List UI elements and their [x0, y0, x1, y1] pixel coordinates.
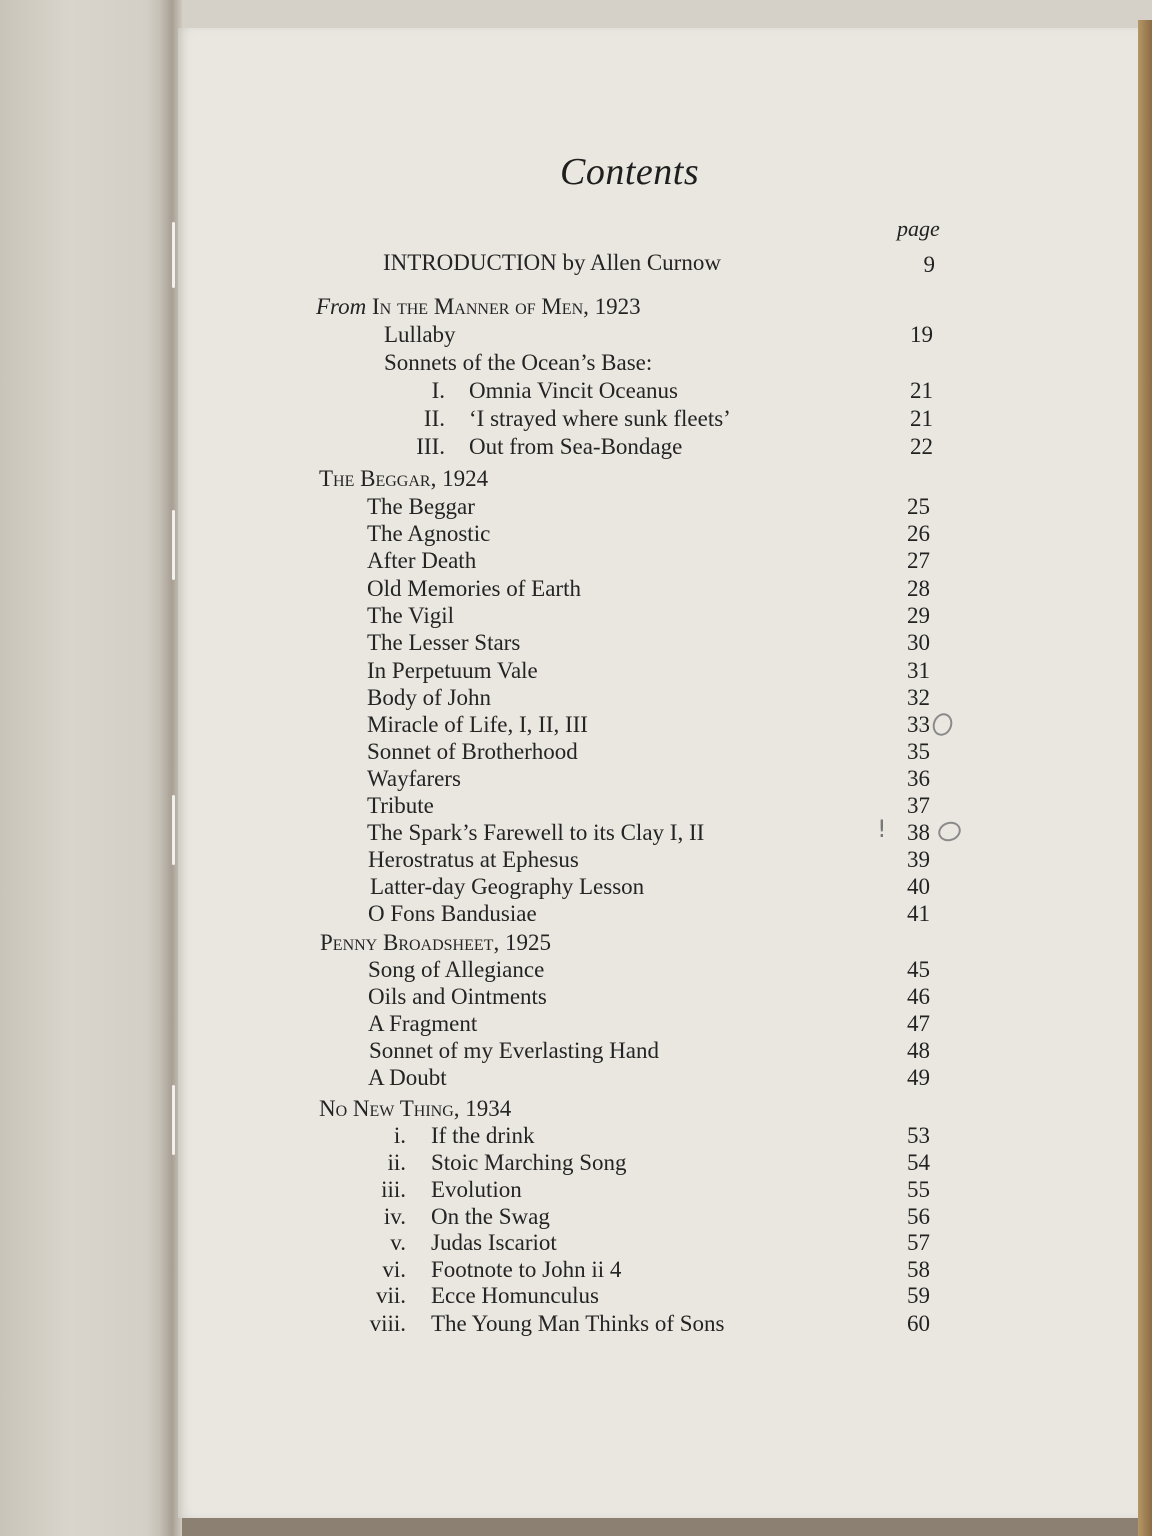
- section-year: , 1923: [583, 294, 641, 319]
- introduction-page-number: 9: [923, 252, 935, 277]
- toc-entry-title: Lullaby: [384, 322, 456, 347]
- pencil-exclamation-mark: !: [877, 815, 887, 843]
- toc-entry-page: 27: [907, 548, 930, 573]
- toc-entry-page: 54: [907, 1150, 930, 1175]
- toc-entry-title: Tribute: [367, 793, 434, 818]
- binding-stitch: [172, 510, 175, 580]
- toc-entry-title: Out from Sea-Bondage: [469, 434, 683, 459]
- toc-entry-numeral: vi.: [382, 1257, 406, 1282]
- book-cover-edge: [1138, 20, 1152, 1536]
- toc-entry-page: 58: [907, 1257, 930, 1282]
- toc-entry-page: 53: [907, 1123, 930, 1148]
- toc-entry-page: 32: [907, 685, 930, 710]
- toc-entry-page: 21: [910, 378, 933, 403]
- left-page: [0, 0, 172, 1536]
- toc-entry-page: 57: [907, 1230, 930, 1255]
- toc-entry-page: 22: [910, 434, 933, 459]
- toc-entry-title: Oils and Ointments: [368, 984, 547, 1009]
- toc-entry-page: 35: [907, 739, 930, 764]
- toc-entry-numeral: vii.: [375, 1283, 406, 1308]
- toc-entry-page: 60: [907, 1311, 930, 1336]
- toc-entry-page: 29: [907, 603, 930, 628]
- toc-entry-page: 30: [907, 630, 930, 655]
- section-prefix: From: [316, 294, 367, 319]
- toc-entry-page: 47: [907, 1011, 930, 1036]
- page-title: Contents: [560, 151, 700, 193]
- toc-entry-title: A Fragment: [368, 1011, 478, 1036]
- section-year: , 1934: [453, 1096, 512, 1121]
- introduction-entry: INTRODUCTION by Allen Curnow: [383, 250, 721, 275]
- binding-stitch: [172, 1085, 175, 1155]
- toc-entry-title: Sonnet of my Everlasting Hand: [369, 1038, 660, 1063]
- toc-entry-title: The Spark’s Farewell to its Clay I, II: [367, 820, 705, 845]
- toc-entry-title: Miracle of Life, I, II, III: [367, 712, 588, 737]
- toc-entry-title: Evolution: [431, 1177, 522, 1202]
- toc-entry-numeral: viii.: [369, 1311, 406, 1336]
- toc-entry-title: The Agnostic: [367, 521, 491, 546]
- toc-entry-title: Latter-day Geography Lesson: [370, 874, 645, 899]
- toc-entry-numeral: v.: [390, 1230, 406, 1255]
- toc-entry-page: 21: [910, 406, 933, 431]
- toc-entry-numeral: III.: [416, 434, 445, 459]
- toc-entry-numeral: ii.: [387, 1150, 406, 1175]
- toc-entry-title: If the drink: [431, 1123, 535, 1148]
- toc-entry-title: Omnia Vincit Oceanus: [469, 378, 678, 403]
- toc-entry-page: 39: [907, 847, 930, 872]
- toc-entry-page: 49: [907, 1065, 930, 1090]
- toc-entry-page: 19: [910, 322, 933, 347]
- toc-entry-page: 59: [907, 1283, 930, 1308]
- binding-stitch: [172, 795, 175, 865]
- toc-entry-title: Stoic Marching Song: [431, 1150, 627, 1175]
- toc-entry-page: 25: [907, 494, 930, 519]
- toc-entry-page: 37: [907, 793, 930, 818]
- toc-entry-page: 40: [907, 874, 930, 899]
- toc-entry-title: Wayfarers: [367, 766, 461, 791]
- toc-entry-title: Ecce Homunculus: [431, 1283, 599, 1308]
- section-heading: [319, 1096, 511, 1122]
- section-title: No New Thing: [319, 1096, 454, 1121]
- toc-entry-title: The Young Man Thinks of Sons: [431, 1311, 725, 1336]
- section-heading: [320, 930, 551, 956]
- toc-entry-page: 45: [907, 957, 930, 982]
- toc-entry-numeral: I.: [431, 378, 445, 403]
- toc-entry-title: Judas Iscariot: [431, 1230, 557, 1255]
- toc-entry-page: 26: [907, 521, 930, 546]
- toc-entry-page: 56: [907, 1204, 930, 1229]
- section-heading: [319, 466, 488, 492]
- toc-entry-page: 31: [907, 658, 930, 683]
- toc-entry-title: After Death: [367, 548, 477, 573]
- toc-entry-page: 46: [907, 984, 930, 1009]
- toc-entry-title: On the Swag: [431, 1204, 550, 1229]
- toc-entry-page: 38: [907, 820, 930, 845]
- toc-entry-title: Sonnets of the Ocean’s Base:: [384, 350, 653, 375]
- page-column-label: page: [897, 216, 940, 241]
- toc-entry-title: O Fons Bandusiae: [368, 901, 537, 926]
- section-heading: [316, 294, 641, 320]
- toc-entry-title: Sonnet of Brotherhood: [367, 739, 578, 764]
- section-title: In the Manner of Men: [372, 294, 584, 319]
- section-title: The Beggar: [319, 466, 431, 491]
- toc-entry-numeral: i.: [393, 1123, 406, 1148]
- toc-entry-title: Body of John: [367, 685, 491, 710]
- toc-entry-numeral: II.: [423, 406, 445, 431]
- toc-entry-title: Herostratus at Ephesus: [368, 847, 579, 872]
- toc-entry-numeral: iii.: [381, 1177, 406, 1202]
- toc-entry-page: 36: [907, 766, 930, 791]
- toc-entry-title: A Doubt: [368, 1065, 447, 1090]
- page-top-edge: [178, 0, 1152, 28]
- toc-entry-title: The Vigil: [367, 603, 454, 628]
- toc-entry-title: Footnote to John ii 4: [431, 1257, 622, 1282]
- toc-entry-page: 33: [907, 712, 930, 737]
- binding-stitch: [172, 222, 175, 288]
- toc-entry-title: In Perpetuum Vale: [367, 658, 538, 683]
- toc-entry-page: 55: [907, 1177, 930, 1202]
- toc-entry-page: 41: [907, 901, 930, 926]
- toc-entry-title: ‘I strayed where sunk fleets’: [469, 406, 731, 431]
- toc-entry-title: The Lesser Stars: [367, 630, 521, 655]
- toc-entry-numeral: iv.: [383, 1204, 406, 1229]
- section-year: , 1924: [430, 466, 489, 491]
- toc-entry-title: Song of Allegiance: [368, 957, 545, 982]
- section-title: Penny Broadsheet: [320, 930, 494, 955]
- toc-entry-page: 48: [907, 1038, 930, 1063]
- section-year: , 1925: [493, 930, 551, 955]
- toc-entry-title: Old Memories of Earth: [367, 576, 581, 601]
- toc-entry-title: The Beggar: [367, 494, 475, 519]
- toc-entry-page: 28: [907, 576, 930, 601]
